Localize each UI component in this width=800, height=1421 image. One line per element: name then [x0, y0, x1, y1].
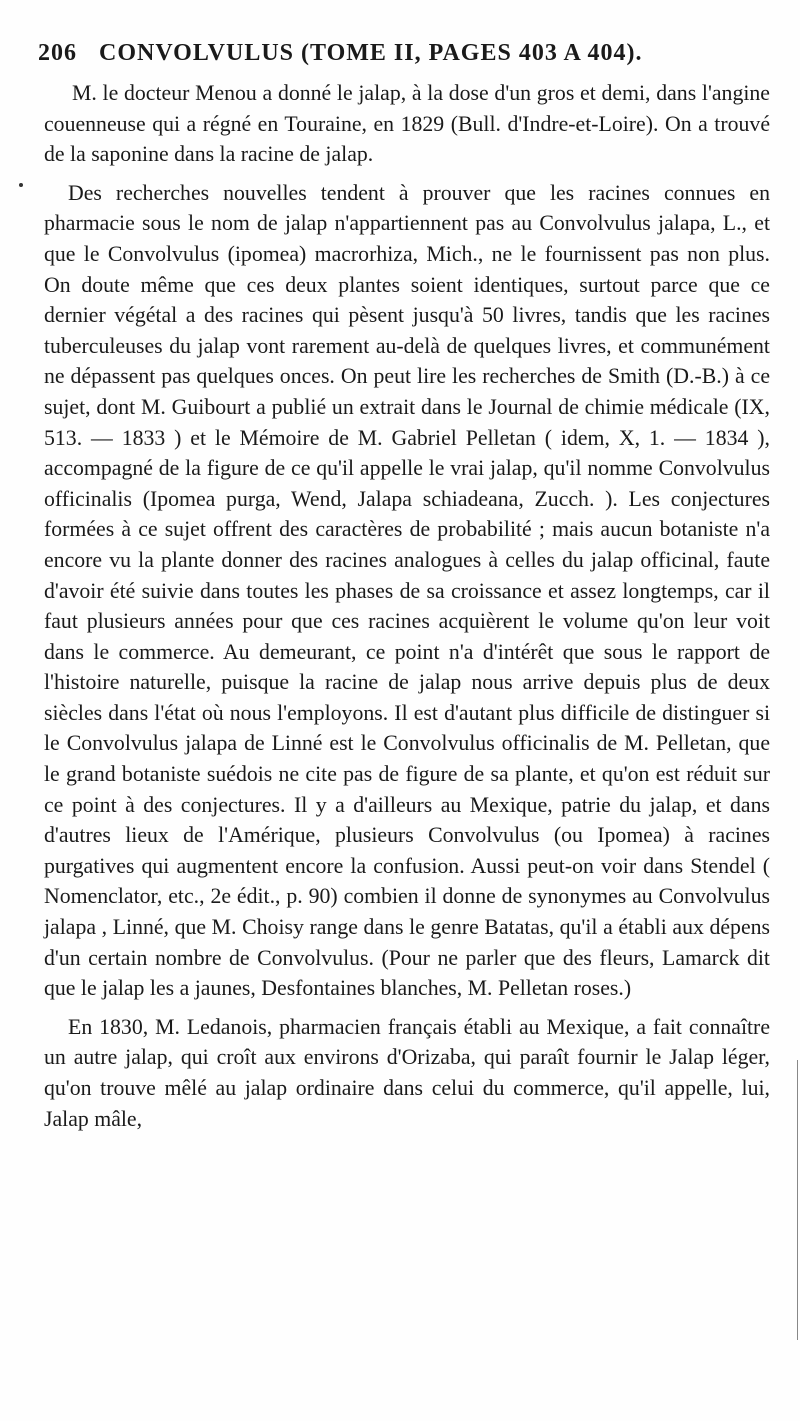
paragraph-3: En 1830, M. Ledanois, pharmacien français établi au Mexique, a fait connaître un autre jalap, qui croît aux environs d'Orizaba, qui paraît fournir le Jalap léger, qu'on trouve mêlé au jalap ordinaire dans celui du commerce, qu'il appelle, lui, Jalap mâle, — [44, 1014, 770, 1131]
running-title: CONVOLVULUS (TOME II, PAGES 403 A 404). — [99, 40, 643, 66]
page-number: 206 — [38, 40, 77, 66]
ink-spot — [19, 183, 23, 187]
running-header — [38, 40, 758, 74]
page-edge-shadow — [797, 1060, 798, 1340]
paragraph-1: M. le docteur Menou a donné le jalap, à la dose d'un gros et demi, dans l'angine couenneuse qui a régné en Touraine, en 1829 (Bull. d'Indre-et-Loire). On a trouvé de la saponine dans la racine de jalap. — [44, 81, 770, 167]
paragraph-2: Des recherches nouvelles tendent à prouver que les racines connues en pharmacie sous le nom de jalap n'appartiennent pas au Convolvulus jalapa, L., et que le Convolvulus (ipomea) macrorhiza, Mich., ne le fournissent pas non plus. On doute même que ces deux plantes soient identiques, surtout parce que ce dernier végétal a des racines qui pèsent jusqu'à 50 livres, tandis que les racines tuberculeuses du jalap vont rarement au-delà de quelques livres, et communément ne dépassent pas quelques onces. On peut lire les recherches de Smith (D.-B.) à ce sujet, dont M. Guibourt a publié un extrait dans le Journal de chimie médicale (IX, 513. — 1833 ) et le Mémoire de M. Gabriel Pelletan ( idem, X, 1. — 1834 ), accompagné de la figure de ce qu'il appelle le vrai jalap, qu'il nomme Convolvulus officinalis (Ipomea purga, Wend, Jalapa schiadeana, Zucch. ). Les conjectures formées à ce sujet offrent des caractères de probabilité ; mais aucun botaniste n'a encore vu la plante donner des racines analogues à celles du jalap officinal, faute d'avoir été suivie dans toutes les phases de sa croissance et assez longtemps, car il faut plusieurs années pour que ces racines acquièrent le volume qu'on leur voit dans le commerce. Au demeurant, ce point n'a d'intérêt que sous le rapport de l'histoire naturelle, puisque la racine de jalap nous arrive depuis plus de deux siècles dans l'état où nous l'employons. Il est d'autant plus difficile de distinguer si le Convolvulus jalapa de Linné est le Convolvulus officinalis de M. Pelletan, que le grand botaniste suédois ne cite pas de figure de sa plante, et qu'on est réduit sur ce point à des conjectures. Il y a d'ailleurs au Mexique, patrie du jalap, et dans d'autres lieux de l'Amérique, plusieurs Convolvulus (ou Ipomea) à racines purgatives qui augmentent encore la confusion. Aussi peut-on voir dans Stendel ( Nomenclator, etc., 2e édit., p. 90) combien il donne de synonymes au Convolvulus jalapa , Linné, que M. Choisy range dans le genre Batatas, qu'il a établi aux dépens d'un certain nombre de Convolvulus. (Pour ne parler que des fleurs, Lamarck dit que le jalap les a jaunes, Desfontaines blanches, M. Pelletan roses.) — [44, 180, 770, 1001]
body-text — [44, 78, 770, 1142]
